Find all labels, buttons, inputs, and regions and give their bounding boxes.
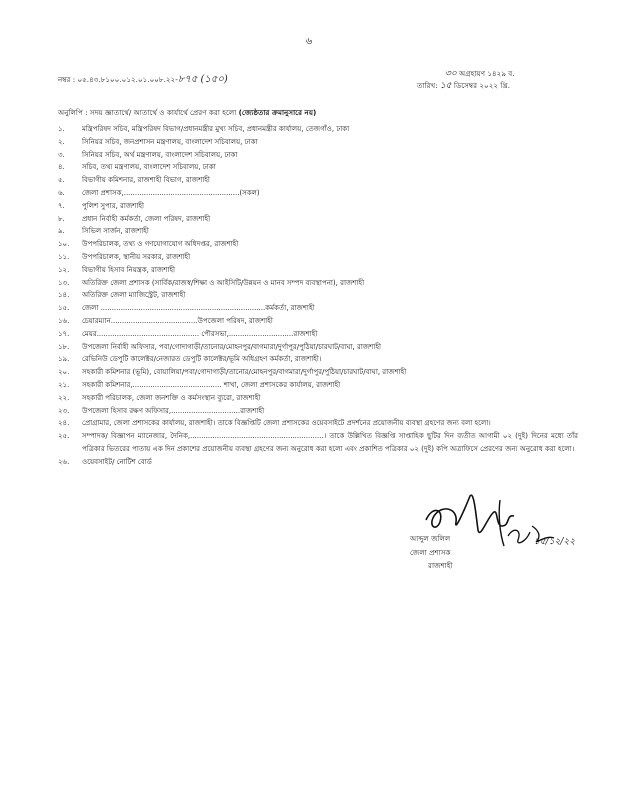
recipient-item: [58, 315, 578, 328]
date-bangla-day: ৩০: [445, 69, 457, 79]
signature-date: ১৫/১২/২২: [534, 537, 576, 547]
recipient-text: জেলা প্রশাসক,....................................................(সকল): [82, 188, 260, 197]
recipient-text: সম্পাদক/ বিজ্ঞাপন ম্যানেজার, দৈনিক,............................................................। তাকে উল্লিখিত বিজ্ঞপ্তি সাপ্তাহিক ছুটির দিন ব্যতীত আগামী ০২ (দুই) দিনের মধ্যে তাঁর পত্রিকার ভিতরের পাতায় এক দিন প্রকাশের প্রয়োজনীয় ব্যবস্থা গ্রহণের জন্য অনুরোধ করা হলো এবং প্রকাশিত পত্রিকার ০২ (দুই) কপি অত্রাফিসে প্রেরণের জন্য অনুরোধ করা হলো।: [82, 432, 578, 453]
recipient-number: ২৪.: [58, 419, 70, 428]
recipient-number: ১৬.: [58, 316, 70, 325]
recipient-item: [58, 161, 578, 174]
distribution-list: [58, 123, 578, 469]
recipient-number: ৭.: [58, 201, 65, 210]
memo-date: [417, 68, 515, 92]
recipient-number: ২.: [58, 137, 65, 146]
recipient-number: ২০.: [58, 368, 70, 377]
recipient-text: সহকারী কমিশনার (ভূমি), বোয়ালিয়া/পবা/গোদাগাড়ী/তানোর/মোহনপুর/বাগমারা/দুর্গাপুর/পুঠিয়া/চারঘাট/বাঘা, রাজশাহী: [82, 368, 407, 377]
recipient-number: ১৪.: [58, 291, 70, 300]
date-greg-day: ১৫: [439, 81, 452, 91]
copy-heading: [58, 108, 316, 120]
recipient-number: ১.: [58, 125, 65, 133]
recipient-number: ১৭.: [58, 329, 70, 338]
recipient-text: প্রধান নির্বাহী কর্মকর্তা, জেলা পরিষদ, রাজশাহী: [82, 214, 211, 223]
recipient-text: মেয়র.............................................. পৌরসভা,.............................রাজশাহী: [82, 329, 318, 338]
page-number: ৬: [305, 36, 313, 47]
recipient-number: ১৯.: [58, 355, 70, 364]
recipient-text: পুলিশ সুপার, রাজশাহী: [82, 201, 145, 210]
recipient-item: [58, 264, 578, 277]
recipient-item: [58, 353, 578, 366]
date-greg-month: ডিসেম্বর ২০২২ খ্রি.: [453, 81, 511, 90]
recipient-number: ১১.: [58, 252, 70, 261]
recipient-item: [58, 238, 578, 251]
recipient-item: [58, 341, 578, 354]
memo-number: [58, 72, 228, 89]
recipient-text: উপজেলা হিসাব রক্ষণ অফিসার,...............................রাজশাহী: [82, 406, 265, 415]
recipient-number: ১০.: [58, 240, 70, 249]
recipient-item: [58, 417, 578, 430]
recipient-text: জেলা ..........................................................................কর্মকর্তা, রাজশাহী: [82, 304, 315, 313]
memo-number-label: নম্বর : ০৫.৪৩.৮১০০.০১২.০১.০০৮.২২-: [58, 75, 178, 84]
recipient-text: সহকারী কমিশনার,........................................ শাখা, জেলা প্রশাসকের কার্যালয়, রাজশাহী: [82, 380, 341, 389]
recipient-text: সিভিল সার্জন, রাজশাহী: [82, 227, 149, 236]
recipient-item: [58, 328, 578, 341]
signatory-designation: জেলা প্রশাসক: [410, 547, 451, 557]
copy-heading-bold: (জ্যেষ্ঠতার ক্রমানুসারে নয়): [238, 108, 317, 117]
recipient-item: [58, 302, 578, 315]
recipient-text: বিভাগীয় কমিশনার, রাজশাহী বিভাগ, রাজশাহী: [82, 176, 210, 185]
recipient-number: ২৬.: [58, 457, 70, 466]
recipient-item: [58, 174, 578, 187]
recipient-number: ১২.: [58, 265, 70, 274]
recipient-item: [58, 277, 578, 290]
recipient-text: রেভিনিউ ডেপুটি কালেক্টর/নেজারত ডেপুটি কালেক্টর/ভূমি অধিগ্রহণ কর্মকর্তা, রাজশাহী।: [82, 355, 322, 364]
recipient-number: ২৫.: [58, 432, 70, 441]
recipient-item: [58, 123, 578, 136]
recipient-text: উপজেলা নির্বাহী অফিসার, পবা/গোদাগাড়ী/তানোর/মোহনপুর/বাগমারা/দুর্গাপুর/পুঠিয়া/চারঘাট/বাঘা, রাজশাহী: [82, 342, 382, 351]
recipient-text: বিভাগীয় হিসাব নিয়ন্ত্রক, রাজশাহী: [82, 265, 176, 274]
recipient-item: [58, 200, 578, 213]
recipient-number: ৩.: [58, 150, 65, 159]
recipient-item: [58, 149, 578, 162]
recipient-number: ১৫.: [58, 304, 70, 313]
recipient-number: ৮.: [58, 214, 65, 223]
signatory-block: [410, 532, 453, 573]
recipient-text: উপপরিচালক, স্থানীয় সরকার, রাজশাহী: [82, 252, 191, 261]
recipient-number: ৪.: [58, 163, 65, 172]
recipient-item: [58, 136, 578, 149]
recipient-text: সিনিয়র সচিব, জনপ্রশাসন মন্ত্রণালয়, বাংলাদেশ সচিবালয়, ঢাকা: [82, 137, 258, 146]
recipient-number: ৯.: [58, 227, 65, 236]
recipient-item: [58, 225, 578, 238]
recipient-text: সহকারী পরিচালক, জেলা জনশক্তি ও কর্মসংস্থান ব্যুরো, রাজশাহী: [82, 393, 261, 402]
recipient-text: সিনিয়র সচিব, অর্থ মন্ত্রণালয়, বাংলাদেশ সচিবালয়, ঢাকা: [82, 150, 238, 159]
recipient-item: [58, 430, 578, 456]
recipient-text: মন্ত্রিপরিষদ সচিব, মন্ত্রিপরিষদ বিভাগ/প্রধানমন্ত্রীর মুখ্য সচিব, প্রধানমন্ত্রীর কার্যালয়, তেজগাঁও, ঢাকা: [82, 125, 350, 133]
signatory-name: আব্দুল জলিল: [410, 534, 451, 543]
recipient-number: ৫.: [58, 176, 65, 185]
recipient-text: সচিব, তথ্য মন্ত্রণালয়, বাংলাদেশ সচিবালয়, ঢাকা: [82, 163, 216, 172]
date-bangla-month: অগ্রহায়ণ ১৪২৯ ব.: [459, 69, 515, 78]
recipient-item: [58, 251, 578, 264]
copy-heading-prefix: অনুলিপি : সদয় জ্ঞাতার্থে/ আতার্থে ও কার্যার্থে প্রেরণ করা হলো: [58, 108, 237, 117]
recipient-item: [58, 456, 578, 469]
recipient-item: [58, 405, 578, 418]
recipient-item: [58, 289, 578, 302]
recipient-item: [58, 366, 578, 379]
recipient-number: ১৮.: [58, 342, 70, 351]
recipient-text: অতিরিক্ত জেলা ম্যাজিস্ট্রেট, রাজশাহী: [82, 291, 186, 300]
recipient-text: চেয়ারম্যান.......................................উপজেলা পরিষদ, রাজশাহী: [82, 316, 273, 325]
recipient-number: ২৩.: [58, 406, 70, 415]
recipient-number: ২২.: [58, 393, 70, 402]
recipient-number: ৬.: [58, 188, 65, 197]
recipient-number: ১৩.: [58, 278, 70, 287]
recipient-item: [58, 379, 578, 392]
recipient-text: অতিরিক্ত জেলা প্রশাসক (সার্বিক/রাজস্ব/শিক্ষা ও আইসিটি/উন্নয়ন ও মানব সম্পদ ব্যবস্থাপনা), রাজশাহী: [82, 278, 365, 287]
recipient-text: ওয়েবসাইট/ নোটিশ বোর্ড: [82, 457, 152, 466]
signatory-location: রাজশাহী: [428, 561, 453, 570]
date-label: তারিখ:: [417, 81, 438, 90]
recipient-item: [58, 213, 578, 226]
recipient-text: উপপরিচালক, তথ্য ও গণযোগাযোগ অধিদপ্তর, রাজশাহী: [82, 240, 239, 249]
memo-number-handwritten: ৮৭৫ (১৫০): [177, 74, 228, 85]
recipient-item: [58, 187, 578, 200]
recipient-text: প্রোগ্রামার, জেলা প্রশাসকের কার্যালয়, রাজশাহী। তাকে বিজ্ঞপ্তিটি জেলা প্রশাসকের ওয়েবসাইটে প্রদর্শনের প্রয়োজনীয় ব্যবস্থা গ্রহণের জন্য বলা হলো।: [82, 419, 491, 428]
recipient-item: [58, 392, 578, 405]
recipient-number: ২১.: [58, 380, 70, 389]
